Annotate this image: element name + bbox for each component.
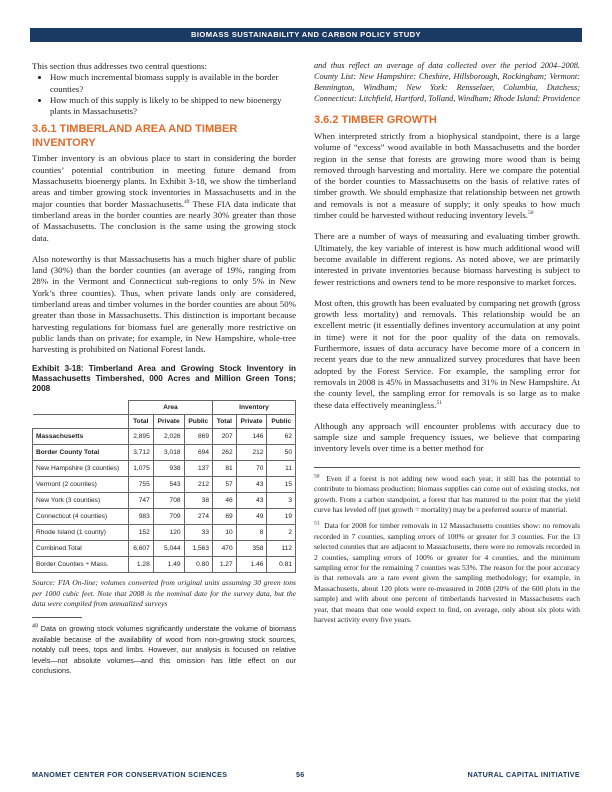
p1-tail: These FIA data indicate that timberland areas in the border counties are nearly 30% greater than those of Massachusetts. The conclusion is the same using the growing stock data. [32, 198, 296, 243]
table-cell: 70 [236, 461, 267, 477]
question-item-2: • How much of this supply is likely to be shipped to new bioenergy plants in Massachusetts? [50, 95, 296, 118]
table-cell: 709 [153, 509, 184, 525]
area-group-header: Area [128, 401, 212, 415]
footnote-49 [32, 624, 296, 676]
table-row [33, 429, 296, 445]
table-row [33, 525, 296, 541]
right-column [314, 60, 580, 625]
row-label: Massachusetts [33, 429, 129, 445]
exhibit-title: Exhibit 3-18: Timberland Area and Growing Stock Inventory in Massachusetts Timbershed, 000 Acres and Million Green Tons; 2008 [32, 363, 296, 394]
footnote-number: 49 [32, 623, 39, 630]
table-row [33, 461, 296, 477]
table-cell: 2 [267, 525, 296, 541]
row-label: Vermont (2 counties) [33, 477, 129, 493]
col-header: Public [184, 415, 212, 429]
table-source: Source: FIA On-line; volumes converted from original units assuming 30 green tons per 1000 cubic feet. Note that 2008 is the nominal date for the survey data, but the data were compiled from annualized surveys [32, 578, 296, 609]
col-header: Public [267, 415, 296, 429]
table-cell: 10 [213, 525, 237, 541]
p1-text: Timber inventory is an obvious place to start in considering the border counties’ potential contribution in meeting future demand from Massachusetts bioenergy plants. In Exhibit 3-18, we show the timberland areas and timber growing stock inventories in Massachusetts and in the major counties that border Massachusetts. [32, 153, 296, 209]
table-cell: 11 [267, 461, 296, 477]
footnote-50 [314, 474, 580, 516]
footnote-divider [32, 617, 82, 618]
table-row [33, 493, 296, 509]
footnote-ref-49[interactable]: 49 [184, 198, 190, 205]
table-row [33, 477, 296, 493]
table-cell: 6,607 [128, 541, 153, 557]
table-cell: 470 [213, 541, 237, 557]
table-cell: 262 [213, 445, 237, 461]
source-continued: and thus reflect an average of data collected over the period 2004–2008. County List: New Hampshire: Cheshire, Hillsborough, Rockingham; Vermont: Bennington, Windham; New York: Rensselaer, Columbia, Dutchess; Connecticut: Litchfield, Hartford, Tolland, Windham; Rhode Island: Providence [314, 61, 580, 103]
growth-paragraph-2: There are a number of ways of measuring and evaluating timber growth. Ultimately, the key variable of interest is how much additional wood will become available in different regions. As noted above, we are primarily interested in private inventories because biomass harvesting is subject to fewer restrictions and owners tend to be more responsive to market forces. [314, 231, 580, 287]
table-cell: 43 [236, 493, 267, 509]
footnote-divider-right [314, 467, 580, 468]
col-header: Private [153, 415, 184, 429]
table-blank [33, 415, 129, 429]
footnote-ref-50[interactable]: 50 [528, 210, 534, 217]
g1-text: When interpreted strictly from a biophysical standpoint, there is a large volume of “excess” wood available in both Massachusetts and the border region in the sense that forests are growing more wood than is being removed through harvesting and mortality. Here we compare the potential of the border counties to Massachusetts on the basis of relative rates of timber growth. We should emphasize that relationship between net growth and removals is not a measure of supply; it only speaks to how much timber could be harvested without reducing inventory levels. [314, 131, 580, 221]
footnote-number: 51 [314, 520, 320, 527]
table-cell: 1.49 [153, 557, 184, 573]
table-corner [33, 401, 129, 415]
growth-paragraph-4: Although any approach will encounter problems with accuracy due to sample size and sample frequency issues, we believe that comparing inventory levels over time is a better method for [314, 420, 580, 454]
table-cell: 0.81 [267, 557, 296, 573]
table-cell: 983 [128, 509, 153, 525]
section-heading-growth: 3.6.2 TIMBER GROWTH [314, 114, 437, 126]
footnote-number: 50 [314, 473, 320, 480]
table-cell: 50 [267, 445, 296, 461]
table-cell: 33 [184, 525, 212, 541]
timberland-table [32, 400, 296, 573]
table-row [33, 541, 296, 557]
table-cell: 708 [153, 493, 184, 509]
row-label: Border County Total [33, 445, 129, 461]
table-cell: 747 [128, 493, 153, 509]
table-cell: 1,075 [128, 461, 153, 477]
table-cell: 38 [184, 493, 212, 509]
left-column [32, 61, 296, 676]
table-cell: 43 [236, 477, 267, 493]
table-cell: 1.27 [213, 557, 237, 573]
footnote-51 [314, 521, 580, 625]
footer-left: MANOMET CENTER FOR CONSERVATION SCIENCES [32, 770, 228, 779]
table-cell: 1.46 [236, 557, 267, 573]
footnote-text: Data for 2008 for timber removals in 12 Massachusetts counties show: no removals recorded in 7 counties, sampling errors of 100% or greater for 3 counties. For the 13 selected counties that are adjacent to Massachusetts, there were no removals recorded in 2 counties, sampling errors of 100% or greater for 4 counties, and the minimum sampling error for the remaining 7 counties was 53%. The reason for the poor accuracy is that removals are a rare event given the sampling methodology; for example, in Massachusetts, about 120 plots were re-measured in 2008 (20% of the 600 plots in the sample) and with about one percent of timberlands harvested in Massachusetts each year, that means that one would expect to find, on average, only about six plots with harvest activity every five years. [314, 521, 581, 624]
timberland-paragraph-1 [32, 153, 296, 243]
table-cell: 212 [184, 477, 212, 493]
table-cell: 274 [184, 509, 212, 525]
running-header: BIOMASS SUSTAINABILITY AND CARBON POLICY STUDY [30, 28, 582, 42]
row-label: New Hampshire (3 counties) [33, 461, 129, 477]
footnote-text: Even if a forest is not adding new wood each year, it still has the potential to contribute to biomass production; biomass supplies can come out of existing stocks, not growth. From a carbon standpoint, a forest that has matured to the point that the yield curve has leveled off (net growth = mortality) may be a preferred source of material. [314, 473, 581, 514]
footnote-ref-51[interactable]: 51 [436, 399, 442, 406]
table-row [33, 445, 296, 461]
table-cell: 358 [236, 541, 267, 557]
table-row [33, 509, 296, 525]
table-cell: 543 [153, 477, 184, 493]
growth-paragraph-1 [314, 131, 580, 221]
row-label: Combined Total [33, 541, 129, 557]
table-cell: 57 [213, 477, 237, 493]
table-row [33, 557, 296, 573]
row-label: New York (3 counties) [33, 493, 129, 509]
row-label: Connecticut (4 counties) [33, 509, 129, 525]
table-cell: 146 [236, 429, 267, 445]
table-cell: 694 [184, 445, 212, 461]
table-cell: 19 [267, 509, 296, 525]
table-cell: 62 [267, 429, 296, 445]
table-cell: 755 [128, 477, 153, 493]
growth-paragraph-3 [314, 298, 580, 411]
table-cell: 152 [128, 525, 153, 541]
footnote-text: Data on growing stock volumes significantly understate the volume of biomass available because of the availability of wood from non-growing stock sources, notably cull trees, tops and limbs. However, our analysis is focused on relative levels—not absolute volumes—and this omission has little effect on our conclusions. [32, 624, 296, 675]
g3-text: Most often, this growth has been evaluated by comparing net growth (gross growth less mortality) and removals. This relationship would be an excellent metric (it essentially defines inventory accumulation at any point in time) were it not for the poor quality of the data on removals. Furthermore, issues of data accuracy have become more of a concern in recent years due to the new annualized survey procedures that have been adopted by the Forest Service. For example, the sampling error for removals in 2008 is 45% in Massachusetts and 31% in New Hampshire. At the county level, the sampling error for removals is so large as to make these data effectively meaningless. [314, 297, 580, 410]
table-cell: 15 [267, 477, 296, 493]
table-cell: 3,018 [153, 445, 184, 461]
table-cell: 938 [153, 461, 184, 477]
table-cell: 207 [213, 429, 237, 445]
table-cell: 81 [213, 461, 237, 477]
table-cell: 3 [267, 493, 296, 509]
col-header: Total [213, 415, 237, 429]
table-cell: 112 [267, 541, 296, 557]
table-cell: 46 [213, 493, 237, 509]
row-label: Rhode Island (1 county) [33, 525, 129, 541]
table-cell: 49 [236, 509, 267, 525]
page-number: 56 [296, 770, 305, 779]
inventory-group-header: Inventory [213, 401, 296, 415]
table-cell: 137 [184, 461, 212, 477]
table-cell: 8 [236, 525, 267, 541]
col-header: Total [128, 415, 153, 429]
table-cell: 212 [236, 445, 267, 461]
intro-text: This section thus addresses two central questions: [32, 61, 207, 71]
col-header: Private [236, 415, 267, 429]
table-cell: 1,563 [184, 541, 212, 557]
row-label: Border Counties ÷ Mass. [33, 557, 129, 573]
table-cell: 120 [153, 525, 184, 541]
table-cell: 1.28 [128, 557, 153, 573]
table-cell: 2,026 [153, 429, 184, 445]
table-cell: 3,712 [128, 445, 153, 461]
question-item-1: • How much incremental biomass supply is available in the border counties? [50, 72, 296, 95]
question-list [32, 72, 296, 117]
footer-right: NATURAL CAPITAL INITIATIVE [467, 770, 580, 779]
table-cell: 2,895 [128, 429, 153, 445]
table-cell: 869 [184, 429, 212, 445]
section-heading-timberland: 3.6.1 TIMBERLAND AREA AND TIMBER INVENTORY [32, 123, 238, 150]
table-cell: 0.80 [184, 557, 212, 573]
table-cell: 69 [213, 509, 237, 525]
timberland-paragraph-2: Also noteworthy is that Massachusetts has a much higher share of public land (30%) than the border counties (an average of 19%, ranging from 28% in the Vermont and Connecticut sub-regions to only 5% in New York’s three counties). Thus, when private lands only are considered, timberland areas and timber volumes in the border counties are about 50% greater than those in Massachusetts. This distinction is important because harvesting regulations for biomass fuel are generally more restrictive on public lands than on private; for example, in New Hampshire, whole-tree harvesting is prohibited on National Forest lands. [32, 253, 296, 355]
table-cell: 5,044 [153, 541, 184, 557]
